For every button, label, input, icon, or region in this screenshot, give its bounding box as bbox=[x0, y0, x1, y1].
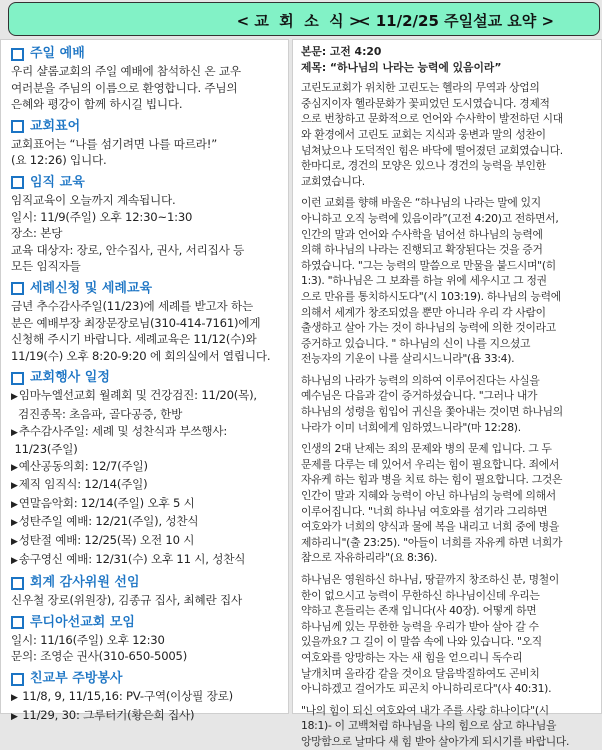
news-section bbox=[11, 45, 288, 113]
list-item bbox=[11, 387, 288, 422]
list-item-text: 임마누엘선교회 월례회 및 건강검진: 11/20(목), 검진종목: 초음파, 골다공증, 한방 bbox=[17, 388, 257, 421]
news-section bbox=[11, 369, 288, 569]
list-item bbox=[11, 688, 288, 707]
list-item bbox=[11, 458, 288, 477]
header-banner bbox=[8, 2, 600, 36]
section-heading bbox=[11, 174, 288, 192]
section-title: 회계 감사위원 선임 bbox=[30, 575, 140, 591]
square-bullet-icon bbox=[11, 176, 24, 189]
section-line: 분은 예배부장 최장문장로님(310-414-7161)에게 bbox=[11, 315, 261, 330]
section-heading bbox=[11, 280, 288, 298]
section-heading bbox=[11, 45, 288, 63]
section-line: 신우철 장로(위원장), 김종규 집사, 최혜란 집사 bbox=[11, 593, 243, 608]
triangle-bullet-icon: ▶ bbox=[11, 693, 18, 704]
news-section bbox=[11, 280, 288, 364]
triangle-bullet-icon: ▶ bbox=[11, 462, 18, 473]
section-line: 금년 추수감사주일(11/23)에 세례를 받고자 하는 bbox=[11, 298, 253, 313]
section-line: 신청해 주시기 바랍니다. 세례교육은 11/12(수)와 bbox=[11, 332, 257, 347]
sermon-paragraph: 고린도교회가 위치한 고린도는 헬라의 무역과 상업의 중심지이자 헬라문화가 꽃피었던 도시였습니다. 경제적 으로 번창하고 문화적으로 언어와 수사학이 발전하던 시대 와 환경에서 고린도 교회는 지식과 웅변과 말의 성찬이 넘쳐났으나 도덕적인 힘은 바닥에 떨어졌던 교회였습니다. 한마디로, 경건의 모양은 있으나 경건의 능력을 부인한 교회였습니다. bbox=[301, 81, 563, 188]
square-bullet-icon bbox=[11, 673, 24, 686]
list-item bbox=[11, 513, 288, 532]
list-item bbox=[11, 532, 288, 551]
left-title: < 교 회 소 식 > bbox=[236, 12, 362, 30]
section-line: 은혜와 평강이 함께 하시길 빕니다. bbox=[11, 97, 183, 112]
section-heading bbox=[11, 118, 288, 136]
news-section bbox=[11, 574, 288, 609]
section-title: 친교부 주방봉사 bbox=[30, 671, 123, 687]
section-line: 임직교육이 오늘까지 계속됩니다. bbox=[11, 192, 176, 207]
square-bullet-icon bbox=[11, 282, 24, 295]
section-title: 루디아선교회 모임 bbox=[30, 614, 135, 630]
square-bullet-icon bbox=[11, 48, 24, 61]
news-section bbox=[11, 614, 288, 665]
section-title: 교회표어 bbox=[30, 118, 81, 134]
section-heading bbox=[11, 670, 288, 688]
list-item-text: 송구영신 예배: 12/31(수) 오후 11 시, 성찬식 bbox=[18, 551, 246, 566]
list-item-text: 성탄절 예배: 12/25(목) 오전 10 시 bbox=[18, 533, 195, 548]
list-item bbox=[11, 476, 288, 495]
section-line: 모든 임직자들 bbox=[11, 259, 81, 274]
news-section bbox=[11, 174, 288, 275]
section-line: 교회표어는 “나를 섬기려면 나를 따르라!” bbox=[11, 136, 217, 151]
section-heading bbox=[11, 574, 288, 592]
list-item-text: 연말음악회: 12/14(주일) 오후 5 시 bbox=[18, 495, 195, 510]
triangle-bullet-icon: ▶ bbox=[11, 555, 18, 566]
list-item-text: 성탄주일 예배: 12/21(주일), 성찬식 bbox=[18, 514, 199, 529]
section-title: 주일 예배 bbox=[30, 46, 85, 61]
list-item bbox=[11, 707, 288, 726]
square-bullet-icon bbox=[11, 372, 24, 385]
sermon-paragraph: 하나님은 영원하신 하나님, 땅끝까지 창조하신 분, 명철이 한이 없으시고 능력이 무한하신 하나님이신데 우리는 약하고 흔들리는 존재 입니다(사 40장). 어떻게 하면 하나님께 있는 무한한 능력을 우리가 받아 살아 갈 수 있을까요? 그 길이 이 말씀 속에 나와 있습니다. "오직 여호와를 앙망하는 자는 새 힘을 얻으리니 독수리 날개치며 올라감 같을 것이요 달음박질하여도 곤비치 아니하겠고 걸어가도 피곤치 아니하리로다"(사 40:31). bbox=[301, 573, 560, 696]
square-bullet-icon bbox=[11, 616, 24, 629]
sermon-summary-panel bbox=[292, 39, 602, 748]
news-section bbox=[11, 670, 288, 725]
list-item bbox=[11, 495, 288, 514]
sermon-paragraph: "나의 힘이 되신 여호와여 내가 주를 사랑 하나이다"(시 18:1)- 이 고백처럼 하나님을 나의 힘으로 삼고 하나님을 앙망함으로 날마다 새 힘 받아 살아가게 되시기를 바랍니다. bbox=[301, 703, 570, 748]
section-title: 교회행사 일정 bbox=[30, 370, 110, 386]
church-news-panel bbox=[0, 39, 289, 722]
right-title: < 11/2/25 주일설교 요약 > bbox=[357, 12, 555, 30]
list-item-text: 제직 임직식: 12/14(주일) bbox=[18, 477, 148, 492]
triangle-bullet-icon: ▶ bbox=[11, 392, 18, 403]
triangle-bullet-icon: ▶ bbox=[11, 537, 18, 548]
section-title: 임직 교육 bbox=[30, 174, 85, 190]
triangle-bullet-icon: ▶ bbox=[11, 499, 18, 510]
sermon-paragraph: 인생의 2대 난제는 죄의 문제와 병의 문제 입니다. 그 두 문제를 다루는 데 있어서 우리는 힘이 필요합니다. 죄에서 자유케 하는 힘과 병을 치료 하는 힘이 필요합니다. 그것은 인간이 말과 지혜와 능력이 아닌 하나님의 능력에 의해서 이루어집니다. "너희 하나님 여호와를 섬기라 그리하면 여호와가 너희의 양식과 물에 복을 내리고 너희 중에 병을 제하리니"(출 23:25). "아들이 너희를 자유케 하면 너희가 참으로 자유하리라"(요 8:36). bbox=[301, 442, 563, 565]
sermon-paragraph: 이런 교회를 향해 바울은 “하나님의 나라는 말에 있지 아니하고 오직 능력에 있음이라”(고전 4:20)고 전하면서, 인간의 말과 언어와 수사학을 넘어선 하나님의 능력에 의해 하나님의 나라는 진행되고 확장된다는 것을 증거 하였습니다. "그는 능력의 말씀으로 만물을 붙드시며"(히 1:3). "하나님은 그 보좌를 하늘 위에 세우시고 그 정권 으로 만유를 통치하시도다"(시 103:19). 하나님의 능력에 의해서 세계가 창조되었을 뿐만 아니라 우리 각 사람이 출생하고 살아 가는 것이 하나님의 능력에 의한 것이라고 증거하고 있습니다. " 하나님의 신이 나를 지으셨고 전능자의 기운이 나를 살리시느니라"(욥 33:4). bbox=[301, 196, 561, 366]
list-item bbox=[11, 551, 288, 570]
triangle-bullet-icon: ▶ bbox=[11, 481, 18, 492]
list-item-text: 11/29, 30: 그루터기(황은희 집사) bbox=[18, 707, 195, 722]
section-line: 우리 샬롬교회의 주일 예배에 참석하신 온 교우 bbox=[11, 64, 241, 78]
section-line: 문의: 조영순 권사(310-650-5005) bbox=[11, 649, 188, 664]
list-item-text: 11/8, 9, 11/15,16: PV-구역(이상필 장로) bbox=[18, 689, 233, 704]
section-title: 세례신청 및 세례교육 bbox=[30, 280, 153, 296]
square-bullet-icon bbox=[11, 120, 24, 133]
news-section bbox=[11, 118, 288, 169]
section-line: 교육 대상자: 장로, 안수집사, 권사, 서리집사 등 bbox=[11, 242, 245, 257]
section-line: 여러분을 주님의 이름으로 환영합니다. 주님의 bbox=[11, 80, 238, 95]
section-line: 일시: 11/9(주일) 오후 12:30~1:30 bbox=[11, 209, 193, 224]
triangle-bullet-icon: ▶ bbox=[11, 711, 18, 722]
list-item-text: 추수감사주일: 세례 및 성찬식과 부쓰행사: 11/23(주일) bbox=[14, 423, 228, 457]
scripture: 본문: 고전 4:20 bbox=[301, 45, 382, 58]
section-line: 장소: 본당 bbox=[11, 226, 63, 241]
square-bullet-icon bbox=[11, 577, 24, 590]
section-heading bbox=[11, 369, 288, 387]
section-line: 11/19(수) 오후 8:20-9:20 에 회의실에서 열립니다. bbox=[11, 348, 271, 363]
triangle-bullet-icon: ▶ bbox=[11, 518, 18, 529]
section-heading bbox=[11, 614, 288, 632]
list-item-text: 예산공동의회: 12/7(주일) bbox=[18, 458, 148, 473]
sermon-paragraph: 하나님의 나라가 능력의 의하여 이루어진다는 사실을 예수님은 다음과 같이 증거하셨습니다. "그러나 내가 하나님의 성령을 힘입어 귀신을 쫓아내는 것이면 하나님의 나라가 이미 너희에게 임하였느니라"(마 12:28). bbox=[301, 373, 563, 434]
sermon-title: 제목: “하나님의 나라는 능력에 있음이라” bbox=[301, 60, 502, 74]
section-line: 일시: 11/16(주일) 오후 12:30 bbox=[11, 632, 165, 647]
section-line: (요 12:26) 입니다. bbox=[11, 153, 107, 168]
list-item bbox=[11, 423, 288, 458]
triangle-bullet-icon: ▶ bbox=[11, 427, 18, 438]
